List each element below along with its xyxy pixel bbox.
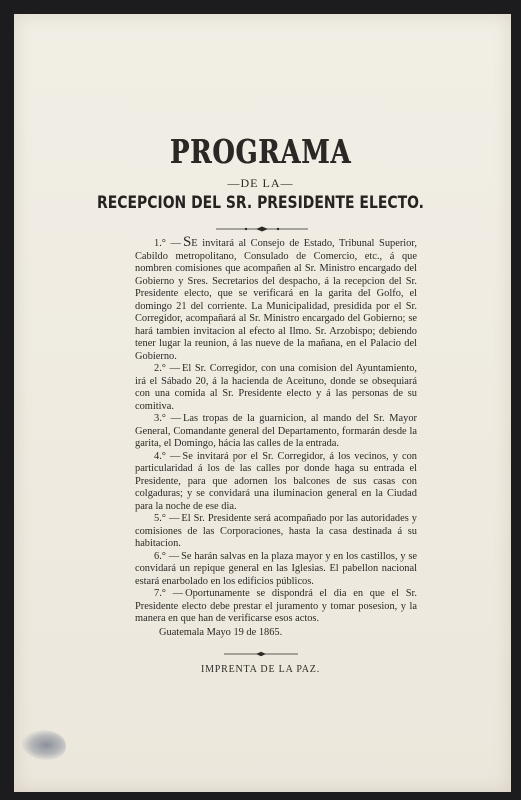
item-number: 2.° — <box>154 363 180 374</box>
program-item-5 <box>135 513 417 551</box>
program-item-4 <box>135 451 417 514</box>
item-text: Se harán salvas en la plaza mayor y en los castillos, y se convidará un repique general en las Iglesias. El pabellon nacional estará enarbolado en los edificios públicos. <box>135 550 417 587</box>
document-heading: RECEPCION DEL SR. PRESIDENTE ELECTO. <box>97 193 424 213</box>
item-text: Se invitará por el Sr. Corregidor, á los vecinos, y con particularidad á los de las calles por donde haga su entrada el Presidente, para que adornen los balcones de sus casas con colgaduras; y se convidará una iluminacion general en la Ciudad para la noche de ese dia. <box>135 450 417 512</box>
item-text: Oportunamente se dispondrá el dia en que el Sr. Presidente electo debe prestar el juramento y tomar posesion, y la manera en que han de verificarse esos actos. <box>135 588 418 624</box>
item-text: Las tropas de la guarnicion, al mando del Sr. Mayor General, Comandante general del Departamento, formarán desde la garita, el Domingo, hácia las calles de la entrada. <box>135 413 417 449</box>
heading-ornament-divider <box>216 226 308 232</box>
item-number: 4.° — <box>154 450 181 462</box>
date-line: Guatemala Mayo 19 de 1865. <box>159 626 283 638</box>
program-item-6 <box>135 551 417 589</box>
item-number: 1.° — <box>154 238 181 249</box>
program-body <box>135 234 418 639</box>
footer-ornament-divider <box>224 651 298 657</box>
document-subtitle: —DE LA— <box>227 176 294 190</box>
program-item-3 <box>135 413 417 451</box>
document-title: PROGRAMA <box>169 132 352 171</box>
program-item-7 <box>135 588 417 626</box>
program-item-2 <box>135 363 417 413</box>
item-number: 7.° — <box>154 588 184 599</box>
item-number: 5.° — <box>154 513 180 524</box>
printer-imprint: IMPRENTA DE LA PAZ. <box>200 664 321 675</box>
item-text: E invitará al Consejo de Estado, Tribunal Superior, Cabildo metropolitano, Consulado de Comercio, etc., á que nombren comisiones que acompañen al Sr. Ministro encargado del Gobierno y Sres. Secretarios del despacho, á la recepcion del Sr. Presidente electo, que se verificará en la garita del Golfo, el domingo 21 del corriente. La Municipalidad, presidida por el Sr. Corregidor, acompañará al Sr. Ministro encargado del Gobierno; se hará tambien invitacion al efecto al Ilmo. Sr. Arzobispo; debiendo tener lugar la reunion, á las nueve de la mañana, en el Palacio del Gobierno. <box>135 238 418 362</box>
item-number: 6.° — <box>154 550 180 562</box>
drop-capital: S <box>182 234 192 250</box>
item-text: El Sr. Presidente será acompañado por las autoridades y comisiones de las Corporaciones, hasta la casa destinada á su habitacion. <box>135 513 417 549</box>
program-item-1 <box>135 234 418 363</box>
item-text: El Sr. Corregidor, con una comision del Ayuntamiento, irá el Sábado 20, á la hacienda de Aceituno, donde se obsequiará con una comida al Sr. Presidente electo y á las personas de su comitiva. <box>135 363 418 412</box>
item-number: 3.° — <box>154 413 181 424</box>
